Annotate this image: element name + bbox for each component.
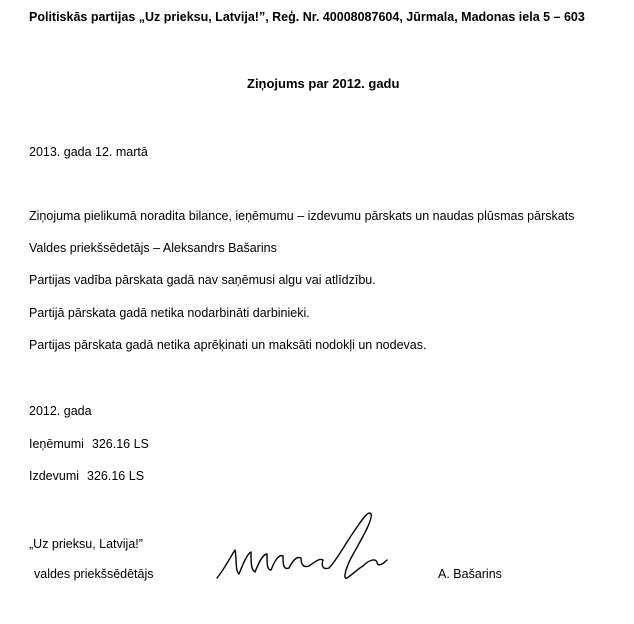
- signer-name: A. Bašarins: [438, 567, 502, 581]
- expense-label: Izdevumi: [29, 469, 80, 483]
- document-title: Ziņojums par 2012. gadu: [247, 76, 400, 91]
- paragraph-chairman: Valdes priekšsēdetājs – Aleksandrs Bašarins: [29, 241, 277, 255]
- paragraph-attachments: Ziņojuma pielikumā noradita bilance, ieņēmumu – izdevumu pārskats un naudas plūsmas pārskats: [29, 209, 575, 223]
- handwritten-signature: [205, 500, 395, 590]
- income-label: Ieņēmumi: [29, 437, 84, 451]
- financial-year-label: 2012. gada: [29, 404, 92, 418]
- paragraph-salary: Partijas vadība pārskata gadā nav saņēmusi algu vai atlīdzību.: [29, 273, 376, 287]
- expense-row: [29, 468, 144, 484]
- paragraph-employees: Partijā pārskata gadā netika nodarbināti darbinieki.: [29, 306, 310, 320]
- income-row: [29, 436, 149, 452]
- paragraph-taxes: Partijas pārskata gadā netika aprēķinati un maksāti nodokļi un nodevas.: [29, 338, 427, 352]
- document-date: 2013. gada 12. martā: [29, 145, 148, 159]
- expense-value: 326.16 LS: [87, 469, 145, 483]
- signature-party-name: „Uz prieksu, Latvija!”: [29, 537, 143, 551]
- signature-role: valdes priekšsēdētājs: [34, 567, 154, 581]
- income-value: 326.16 LS: [91, 437, 149, 451]
- document-header: Politiskās partijas „Uz prieksu, Latvija!”, Reģ. Nr. 40008087604, Jūrmala, Madonas iela 5 – 603: [29, 10, 585, 24]
